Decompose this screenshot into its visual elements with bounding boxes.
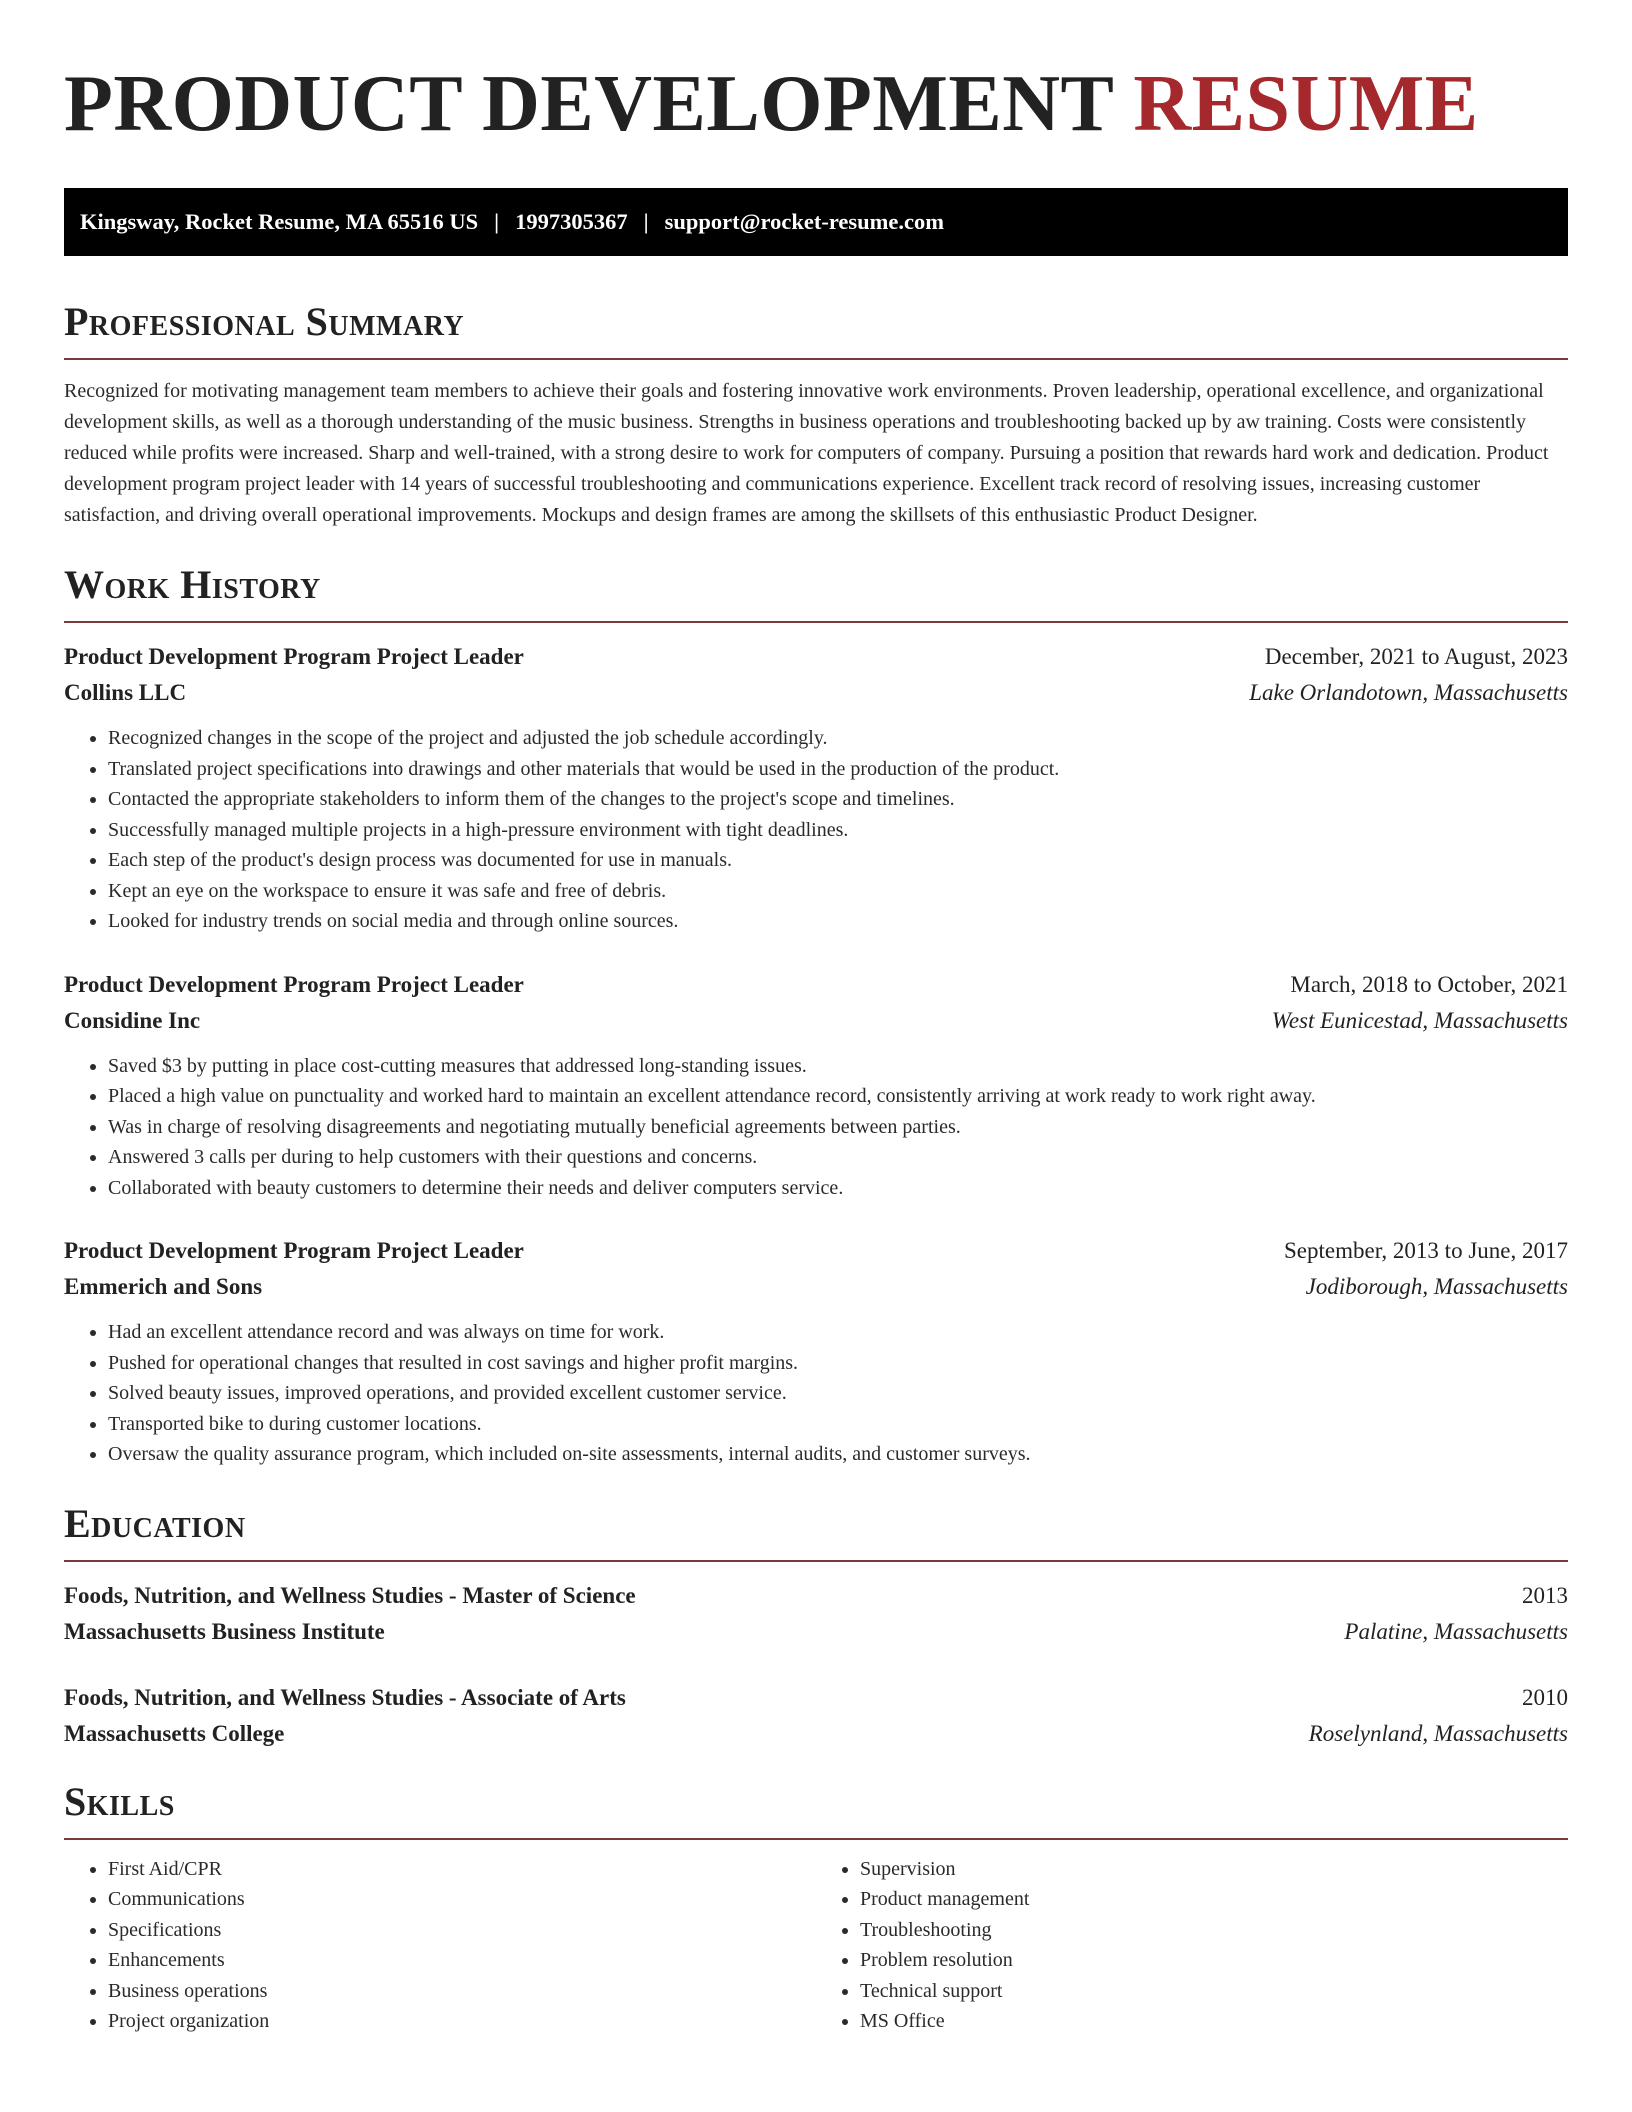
education-year: 2010 (1522, 1684, 1568, 1710)
skill-item: • Project organization (108, 2006, 816, 2037)
contact-separator: | (643, 209, 649, 234)
job-bullet: • Was in charge of resolving disagreements and negotiating mutually beneficial agreements between parties. (108, 1112, 1568, 1143)
job-location: Lake Orlandotown, Massachusetts (1249, 680, 1568, 705)
skill-item: • Product management (860, 1884, 1568, 1915)
skill-item: • Specifications (108, 1915, 816, 1946)
job-bullet: • Placed a high value on punctuality and worked hard to maintain an excellent attendance record, consistently arriving at work ready to work right away. (108, 1081, 1568, 1112)
skill-item: • Troubleshooting (860, 1915, 1568, 1946)
job-bullet: • Had an excellent attendance record and was always on time for work. (108, 1317, 1568, 1348)
job-location: Jodiborough, Massachusetts (1305, 1274, 1568, 1299)
skill-item: • Supervision (860, 1854, 1568, 1885)
job-company: Considine Inc (64, 1007, 201, 1033)
job-bullets (64, 723, 1568, 937)
education-entry (64, 1680, 1568, 1752)
work-history-heading: Work History (64, 559, 1568, 623)
education-year: 2013 (1522, 1582, 1568, 1608)
title-main: PRODUCT DEVELOPMENT (64, 60, 1113, 148)
job-company-row (64, 1003, 1568, 1039)
job-location: West Eunicestad, Massachusetts (1271, 1007, 1568, 1033)
job-header-row (64, 639, 1568, 675)
job-title: Product Development Program Project Leader (64, 644, 524, 669)
skill-item: • Enhancements (108, 1945, 816, 1976)
education-location: Roselynland, Massachusetts (1308, 1720, 1568, 1746)
job-entry (64, 639, 1568, 937)
job-company: Collins LLC (64, 680, 187, 705)
contact-bar (64, 188, 1568, 256)
skills-column-left (64, 1854, 816, 2037)
education-header-row (64, 1578, 1568, 1614)
job-title: Product Development Program Project Leader (64, 971, 524, 997)
education-school-row (64, 1614, 1568, 1650)
job-dates: December, 2021 to August, 2023 (1264, 644, 1568, 669)
education-header-row (64, 1680, 1568, 1716)
job-dates: March, 2018 to October, 2021 (1290, 971, 1568, 997)
job-bullet: • Pushed for operational changes that resulted in cost savings and higher profit margins. (108, 1348, 1568, 1379)
job-bullet: • Looked for industry trends on social media and through online sources. (108, 906, 1568, 937)
job-bullet: • Translated project specifications into drawings and other materials that would be used in the production of the product. (108, 754, 1568, 785)
education-heading: Education (64, 1498, 1568, 1562)
job-header-row (64, 967, 1568, 1003)
education-degree: Foods, Nutrition, and Wellness Studies - Master of Science (64, 1582, 636, 1608)
job-entry (64, 967, 1568, 1204)
job-bullet: • Recognized changes in the scope of the project and adjusted the job schedule accordingly. (108, 723, 1568, 754)
contact-phone: 1997305367 (515, 209, 628, 234)
skill-item: • Communications (108, 1884, 816, 1915)
skill-item: • MS Office (860, 2006, 1568, 2037)
summary-text: Recognized for motivating management team members to achieve their goals and fostering innovative work environments. Proven leadership, operational excellence, and organizational development skills, as well as a thorough understanding of the music business. Strengths in business operations and troubleshooting backed up by aw training. Costs were consistently reduced while profits were increased. Sharp and well-trained, with a strong desire to work for computers of company. Pursuing a position that rewards hard work and dedication. Product development program project leader with 14 years of successful troubleshooting and communications experience. Excellent track record of resolving issues, increasing customer satisfaction, and driving overall operational improvements. Mockups and design frames are among the skillsets of this enthusiastic Product Designer. (64, 380, 1549, 526)
education-school: Massachusetts College (64, 1720, 285, 1746)
job-bullet: • Answered 3 calls per during to help customers with their questions and concerns. (108, 1142, 1568, 1173)
skill-item: • Business operations (108, 1976, 816, 2007)
job-bullet: • Each step of the product's design process was documented for use in manuals. (108, 845, 1568, 876)
job-bullet: • Saved $3 by putting in place cost-cutting measures that addressed long-standing issues. (108, 1051, 1568, 1082)
education-school: Massachusetts Business Institute (64, 1618, 385, 1644)
skill-item: • First Aid/CPR (108, 1854, 816, 1885)
education-school-row (64, 1716, 1568, 1752)
skills-grid (64, 1854, 1568, 2037)
resume-title (64, 56, 1568, 152)
job-bullet: • Transported bike to during customer locations. (108, 1409, 1568, 1440)
job-bullets (64, 1051, 1568, 1204)
education-entry (64, 1578, 1568, 1650)
job-company-row (64, 675, 1568, 711)
job-entry (64, 1233, 1568, 1470)
job-company-row (64, 1269, 1568, 1305)
job-bullet: • Successfully managed multiple projects in a high-pressure environment with tight deadlines. (108, 815, 1568, 846)
job-company: Emmerich and Sons (64, 1274, 263, 1299)
summary-heading: Professional Summary (64, 296, 1568, 360)
skills-column-right (816, 1854, 1568, 2037)
job-dates: September, 2013 to June, 2017 (1284, 1238, 1568, 1263)
job-bullet: • Contacted the appropriate stakeholders to inform them of the changes to the project's scope and timelines. (108, 784, 1568, 815)
job-header-row (64, 1233, 1568, 1269)
job-bullet: • Collaborated with beauty customers to determine their needs and deliver computers service. (108, 1173, 1568, 1204)
job-bullet: • Solved beauty issues, improved operations, and provided excellent customer service. (108, 1378, 1568, 1409)
contact-separator: | (494, 209, 500, 234)
skill-item: • Technical support (860, 1976, 1568, 2007)
job-title: Product Development Program Project Leader (64, 1238, 524, 1263)
skills-heading: Skills (64, 1776, 1568, 1840)
job-bullet: • Kept an eye on the workspace to ensure it was safe and free of debris. (108, 876, 1568, 907)
job-bullets (64, 1317, 1568, 1470)
title-accent: RESUME (1133, 60, 1479, 148)
education-location: Palatine, Massachusetts (1344, 1618, 1568, 1644)
contact-email: support@rocket-resume.com (664, 209, 944, 234)
contact-address: Kingsway, Rocket Resume, MA 65516 US (80, 209, 479, 234)
education-degree: Foods, Nutrition, and Wellness Studies - Associate of Arts (64, 1684, 626, 1710)
job-bullet: • Oversaw the quality assurance program, which included on-site assessments, internal audits, and customer surveys. (108, 1439, 1568, 1470)
skill-item: • Problem resolution (860, 1945, 1568, 1976)
